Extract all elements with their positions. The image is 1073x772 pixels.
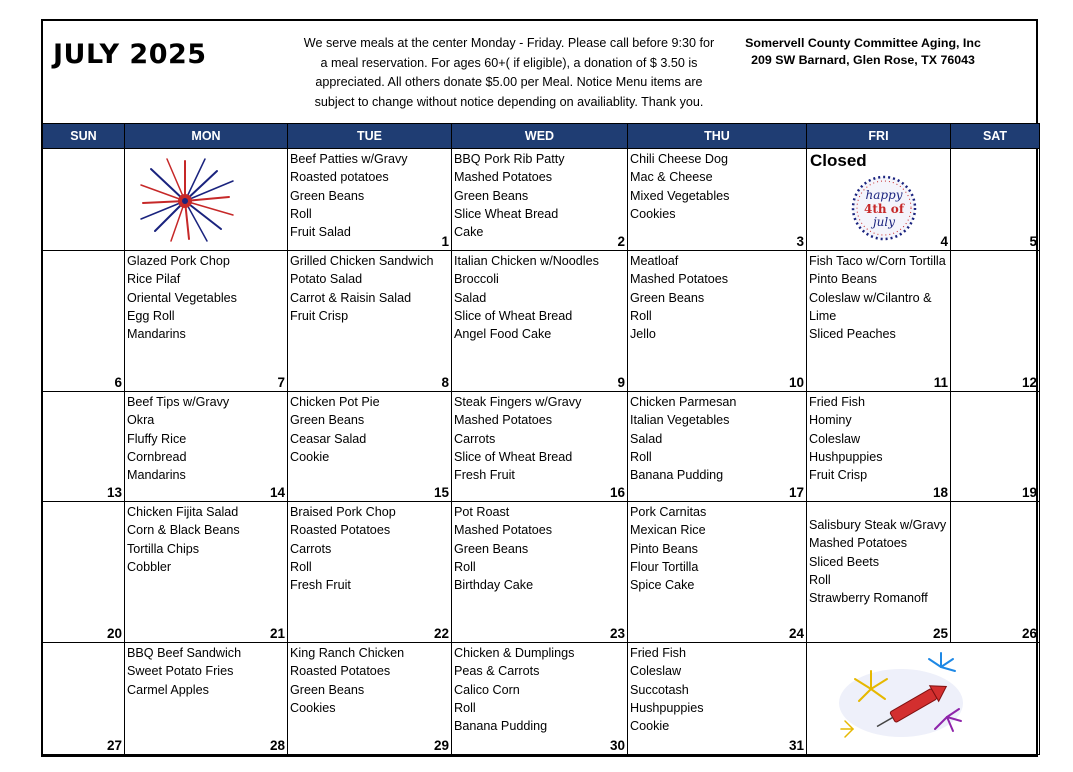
menu-item: Fried Fish [809,395,865,409]
menu-item: Carrots [454,431,496,446]
menu-item: Slice of Wheat Bread [454,449,573,464]
badge-word: july [872,215,896,229]
day-cell [288,392,452,502]
menu-item: Green Beans [290,413,365,428]
day-cell [125,392,288,502]
menu-item: Roll [290,206,312,221]
weekday-fri: FRI [807,124,951,149]
closed-label: Closed [810,151,867,170]
menu-item: Hominy [809,413,852,428]
menu-item: Cookies [630,206,676,221]
menu-item: Mashed Potatoes [454,170,553,185]
menu-item: Cookies [290,700,336,715]
menu-items [452,502,627,594]
org-name: Somervell County Committee Aging, Inc [745,36,981,50]
day-number: 6 [114,375,122,390]
day-cell [125,251,288,392]
day-cell-empty [43,149,125,251]
menu-item: Mashed Potatoes [809,536,908,551]
menu-item: Slice Wheat Bread [454,206,559,221]
menu-item: Coleslaw [809,431,861,446]
menu-item: Roll [454,700,476,715]
weekday-header-row [43,124,1040,149]
menu-item: Fruit Salad [290,225,351,240]
weekday-wed: WED [452,124,628,149]
menu-items [288,392,451,466]
menu-item: Steak Fingers w/Gravy [454,395,582,409]
day-number: 20 [106,626,122,641]
menu-item: Coleslaw w/Cilantro & [809,290,932,305]
weekday-sun: SUN [43,124,125,149]
menu-items [452,643,627,735]
day-cell [951,251,1040,392]
day-cell [288,149,452,251]
menu-items [452,149,627,241]
menu-item: Fluffy Rice [127,431,187,446]
day-cell-empty [807,643,1040,755]
menu-item: Mandarins [127,468,186,483]
day-cell [628,251,807,392]
firework-rocket-icon [831,649,981,741]
menu-item: Green Beans [454,188,529,203]
happy-4th-badge-icon [845,174,923,242]
menu-item: BBQ Beef Sandwich [127,646,242,660]
menu-item: Chicken Fijita Salad [127,505,239,519]
day-number: 7 [277,375,285,390]
menu-items [288,643,451,717]
day-cell-empty [125,149,288,251]
day-number: 19 [1021,485,1037,500]
menu-item: Egg Roll [127,308,175,323]
menu-items [125,643,287,699]
menu-item: Cookie [630,719,670,734]
menu-item: Carrots [290,541,332,556]
day-number: 24 [788,626,804,641]
menu-item: Corn & Black Beans [127,523,240,538]
meal-notice [289,34,729,112]
menu-item: Oriental Vegetables [127,290,237,305]
menu-item: Banana Pudding [630,468,724,483]
menu-item: Okra [127,413,155,428]
day-cell [288,251,452,392]
menu-item: Pork Carnitas [630,505,707,519]
menu-item: Hushpuppies [630,700,704,715]
menu-item: BBQ Pork Rib Patty [454,152,565,166]
menu-item: Beef Patties w/Gravy [290,152,408,166]
menu-item: Chicken & Dumplings [454,646,575,660]
calendar-header [43,21,1036,123]
menu-item: Broccoli [454,272,499,287]
menu-item: Fresh Fruit [290,578,351,593]
menu-item: Fruit Crisp [809,468,868,483]
page-title: JULY 2025 [53,39,207,70]
menu-item: Lime [809,308,837,323]
menu-items [628,149,806,223]
day-cell [951,502,1040,643]
firework-burst-icon [137,155,247,243]
menu-item: Rice Pilaf [127,272,181,287]
day-cell [288,643,452,755]
weekday-thu: THU [628,124,807,149]
day-number: 14 [269,485,285,500]
menu-items [288,149,451,241]
day-cell [452,643,628,755]
menu-item: Fruit Crisp [290,308,349,323]
weekday-mon: MON [125,124,288,149]
menu-item: Tortilla Chips [127,541,200,556]
menu-item: Angel Food Cake [454,327,552,342]
day-cell [807,392,951,502]
menu-item: King Ranch Chicken [290,646,405,660]
menu-item: Spice Cake [630,578,695,593]
menu-item: Carrot & Raisin Salad [290,290,412,305]
menu-item: Succotash [630,682,689,697]
menu-item: Ceasar Salad [290,431,367,446]
day-cell [628,392,807,502]
org-address: 209 SW Barnard, Glen Rose, TX 76043 [751,53,975,67]
day-number: 17 [788,485,804,500]
menu-item: Slice of Wheat Bread [454,308,573,323]
day-number: 23 [609,626,625,641]
menu-item: Cake [454,225,484,240]
menu-items [807,251,950,343]
day-number: 13 [106,485,122,500]
day-cell [452,392,628,502]
day-number: 9 [617,375,625,390]
menu-item: Pot Roast [454,505,510,519]
menu-items [452,392,627,484]
day-cell [452,251,628,392]
menu-items [452,251,627,343]
day-number: 5 [1029,234,1037,249]
notice-line: subject to change without notice depending on availiablity. Thank you. [314,94,704,109]
weekday-tue: TUE [288,124,452,149]
day-cell [628,502,807,643]
day-number: 16 [609,485,625,500]
menu-item: Mexican Rice [630,523,706,538]
menu-item: Roll [454,559,476,574]
menu-items [288,502,451,594]
menu-item: Jello [630,327,656,342]
menu-item: Flour Tortilla [630,559,699,574]
menu-item: Cornbread [127,449,187,464]
menu-item: Mac & Cheese [630,170,713,185]
menu-item: Grilled Chicken Sandwich [290,254,434,268]
menu-item: Mashed Potatoes [630,272,729,287]
menu-items [807,502,950,607]
menu-item: Green Beans [630,290,705,305]
menu-item: Roasted potatoes [290,170,389,185]
menu-items [628,251,806,343]
menu-item: Roasted Potatoes [290,523,391,538]
menu-item: Braised Pork Chop [290,505,396,519]
weekday-sat: SAT [951,124,1040,149]
menu-items [288,251,451,325]
menu-item: Coleslaw [630,664,682,679]
week-row [43,149,1040,251]
menu-items [125,392,287,484]
menu-item: Cookie [290,449,330,464]
menu-item: Mashed Potatoes [454,523,553,538]
day-cell [452,502,628,643]
notice-line: We serve meals at the center Monday - Friday. Please call before 9:30 for [303,36,715,50]
day-number: 1 [441,234,449,249]
menu-item: Meatloaf [630,254,679,268]
menu-item: Calico Corn [454,682,520,697]
menu-item: Peas & Carrots [454,664,540,679]
day-number: 31 [788,738,804,753]
day-number: 18 [932,485,948,500]
menu-item: Salad [630,431,663,446]
day-number: 25 [932,626,948,641]
menu-item: Hushpuppies [809,449,883,464]
menu-item: Mashed Potatoes [454,413,553,428]
menu-items [628,502,806,594]
day-number: 10 [788,375,804,390]
day-cell [43,392,125,502]
menu-item: Roll [630,308,652,323]
organization-info [733,35,993,69]
day-number: 11 [933,375,948,390]
menu-item: Beef Tips w/Gravy [127,395,230,409]
menu-item: Banana Pudding [454,719,548,734]
calendar-grid [42,123,1040,755]
menu-item: Fried Fish [630,646,686,660]
menu-item: Sliced Peaches [809,327,896,342]
menu-item: Sliced Beets [809,554,880,569]
menu-item: Pinto Beans [630,541,698,556]
day-number: 4 [940,234,948,249]
menu-item: Glazed Pork Chop [127,254,230,268]
day-number: 26 [1021,626,1037,641]
menu-items [807,392,950,484]
day-cell [807,502,951,643]
menu-item: Italian Vegetables [630,413,730,428]
week-row [43,392,1040,502]
day-cell [125,643,288,755]
menu-item: Green Beans [454,541,529,556]
menu-item: Potato Salad [290,272,363,287]
menu-items [125,502,287,576]
day-cell [43,251,125,392]
day-cell [125,502,288,643]
day-number: 3 [796,234,804,249]
day-number: 15 [433,485,449,500]
menu-item: Roll [630,449,652,464]
day-cell [951,392,1040,502]
menu-item: Cobbler [127,559,172,574]
menu-item: Green Beans [290,188,365,203]
day-number: 2 [617,234,625,249]
menu-items [628,392,806,484]
week-row [43,502,1040,643]
menu-item: Salisbury Steak w/Gravy [809,518,947,532]
menu-item: Fresh Fruit [454,468,515,483]
day-number: 21 [269,626,285,641]
menu-item: Chicken Parmesan [630,395,737,409]
menu-item: Chicken Pot Pie [290,395,380,409]
calendar-sheet [41,19,1038,757]
day-cell [43,502,125,643]
menu-item: Pinto Beans [809,272,877,287]
menu-item: Strawberry Romanoff [809,591,928,606]
menu-items [125,251,287,343]
menu-item: Salad [454,290,487,305]
day-number: 22 [433,626,449,641]
day-number: 12 [1021,375,1037,390]
menu-item: Mandarins [127,327,186,342]
menu-item: Italian Chicken w/Noodles [454,254,599,268]
day-cell [452,149,628,251]
week-row [43,643,1040,755]
day-number: 27 [106,738,122,753]
day-cell [288,502,452,643]
notice-line: a meal reservation. For ages 60+( if eligible), a donation of $ 3.50 is [320,55,698,70]
badge-word: 4th of [864,202,904,216]
day-cell [807,251,951,392]
day-number: 29 [433,738,449,753]
menu-item: Mixed Vegetables [630,188,730,203]
menu-items [628,643,806,735]
menu-item: Fish Taco w/Corn Tortilla [809,254,946,268]
day-cell [951,149,1040,251]
menu-item: Chili Cheese Dog [630,152,729,166]
day-number: 8 [441,375,449,390]
week-row [43,251,1040,392]
day-cell [43,643,125,755]
menu-item: Sweet Potato Fries [127,664,234,679]
day-cell [628,149,807,251]
day-number: 28 [269,738,285,753]
day-cell-closed [807,149,951,251]
notice-line: appreciated. All others donate $5.00 per Meal. Notice Menu items are [315,75,703,89]
menu-item: Birthday Cake [454,578,534,593]
menu-item: Roasted Potatoes [290,664,391,679]
menu-item: Roll [290,559,312,574]
day-number: 30 [609,738,625,753]
menu-item: Carmel Apples [127,682,209,697]
badge-word: happy [865,188,903,202]
day-cell [628,643,807,755]
menu-item: Roll [809,572,831,587]
menu-item: Green Beans [290,682,365,697]
